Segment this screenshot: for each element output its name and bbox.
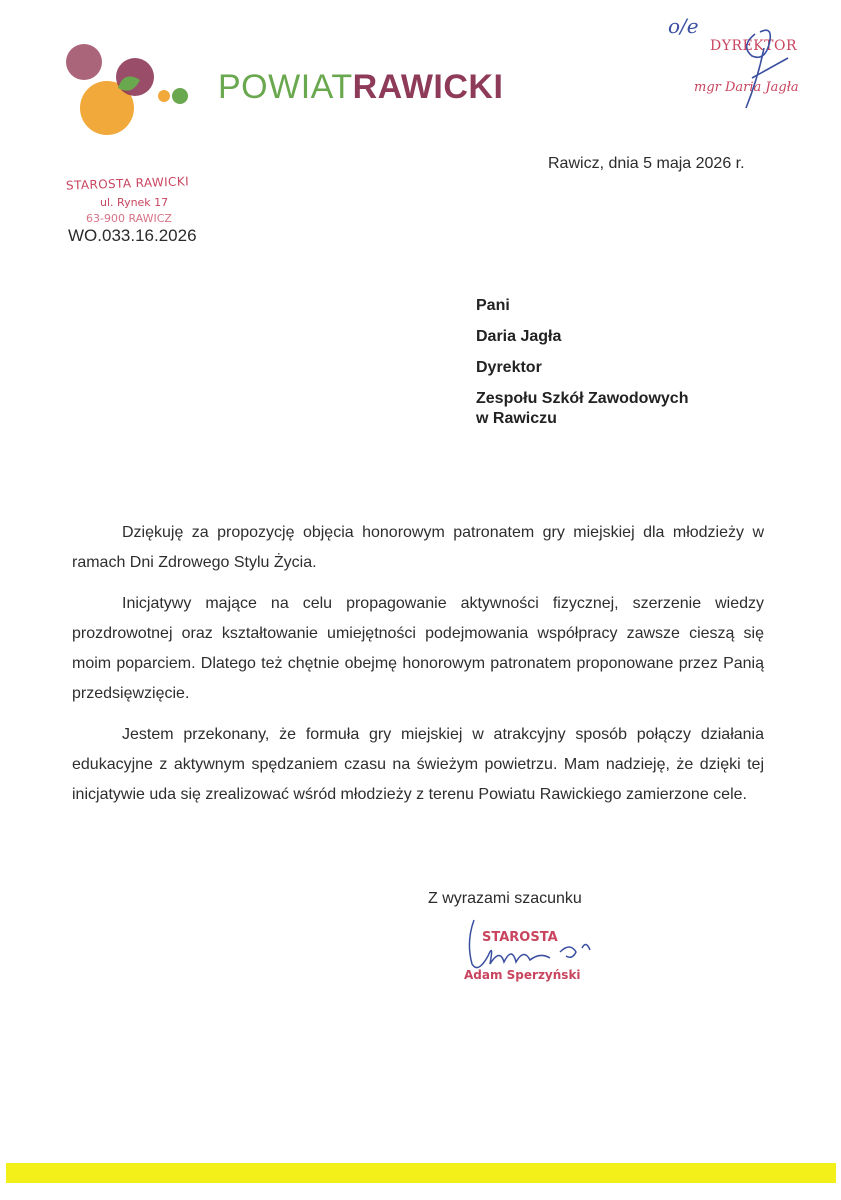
body-paragraph-1: Dziękuję za propozycję objęcia honorowym patronatem gry miejskiej dla młodzieży w ramach Dni Zdrowego Stylu Życia.	[72, 524, 764, 571]
signature-stamp	[460, 912, 610, 992]
body-paragraph-3: Jestem przekonany, że formuła gry miejskiej w atrakcyjny sposób połączy działania edukacyjne z aktywnym spędzaniem czasu na świeżym powietrzu. Mam nadzieję, że dzięki tej inicjatywie uda się zrealizować wśród młodzieży z terenu Powiatu Rawickiego zamierzone cele.	[72, 726, 764, 803]
director-stamp-name: mgr Daria Jagła	[694, 80, 799, 95]
addressee-institution-line1: Zespołu Szkół Zawodowych	[476, 390, 689, 407]
signature-scribble-icon	[700, 18, 810, 114]
letter-date: Rawicz, dnia 5 maja 2026 r.	[548, 155, 745, 172]
reference-number: WO.033.16.2026	[68, 226, 197, 245]
director-stamp-title: DYREKTOR	[710, 38, 798, 54]
stamp-line-street: ul. Rynek 17	[100, 196, 169, 209]
stamp-annotation: o/e	[668, 14, 699, 38]
letter-body	[72, 518, 764, 821]
powiat-logo-text	[218, 68, 503, 107]
addressee-block	[476, 296, 688, 429]
addressee-name: Daria Jagła	[476, 328, 562, 345]
addressee-salutation: Pani	[476, 297, 510, 314]
addressee-institution-line2: w Rawiczu	[476, 410, 557, 427]
starosta-stamp	[66, 176, 216, 225]
stamp-line-office: STAROSTA RAWICKI	[65, 174, 190, 193]
signature-stamp-title: STAROSTA	[482, 930, 558, 945]
closing-phrase: Z wyrazami szacunku	[428, 890, 582, 907]
logo-word-powiat: POWIAT	[218, 68, 353, 106]
stamp-line-postcode: 63-900 RAWICZ	[86, 212, 172, 225]
body-paragraph-2: Inicjatywy mające na celu propagowanie aktywności fizycznej, szerzenie wiedzy prozdrowotnej oraz kształtowanie umiejętności podejmowania współpracy zawsze cieszą się moim poparciem. Dlatego też chętnie obejmę honorowym patronatem proponowane przez Panią przedsięwzięcie.	[72, 595, 764, 702]
powiat-logo-icon	[60, 40, 220, 140]
director-stamp	[660, 14, 830, 114]
addressee-position: Dyrektor	[476, 359, 542, 376]
footer-bar	[6, 1163, 836, 1183]
signature-stamp-name: Adam Sperzyński	[464, 968, 581, 982]
logo-word-rawicki: RAWICKI	[352, 68, 504, 106]
